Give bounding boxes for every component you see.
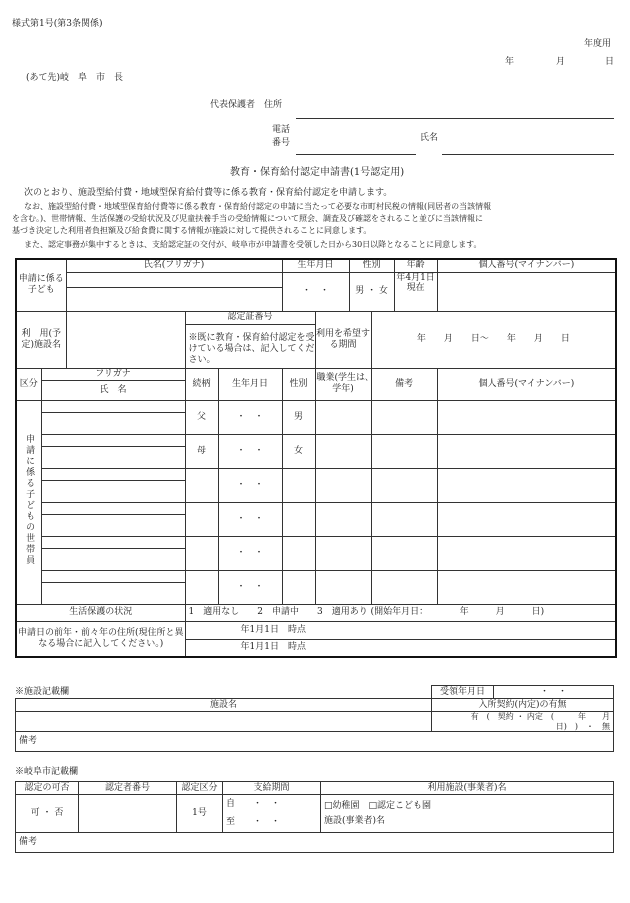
member-4-name[interactable]: [41, 514, 185, 536]
household-vertical-label: 申請に係る子どもの世帯員: [16, 400, 41, 604]
cert-no-field[interactable]: [79, 795, 177, 833]
cert-no-header-city: 認定者番号: [79, 782, 177, 795]
member-6-furigana[interactable]: [41, 570, 185, 582]
fiscal-year-label: 年度用: [584, 39, 612, 49]
facility-section-title: ※施設記載欄: [15, 687, 70, 697]
member-3-relation[interactable]: [185, 468, 218, 502]
date-day: 日: [605, 57, 615, 67]
member-3-remarks[interactable]: [371, 468, 437, 502]
child-birth-field[interactable]: ・ ・: [282, 272, 349, 311]
child-row-label: 申請に係る子ども: [16, 259, 66, 311]
member-3-mynumber[interactable]: [437, 468, 616, 502]
relation-header: 続柄: [185, 368, 218, 400]
member-1-name[interactable]: [41, 412, 185, 434]
intro-paragraph-3: また、認定事務が集中するときは、支給認定証の交付が、岐阜市が申請書を受領した日から30日以降となることに同意します。: [24, 240, 482, 249]
facility-name-field[interactable]: [66, 311, 185, 368]
cert-no-note[interactable]: ※既に教育・保育給付認定を受けている場合は、記入してください。: [185, 324, 315, 368]
city-section-title: ※岐阜市記載欄: [15, 767, 79, 777]
child-birth-header: 生年月日: [282, 259, 349, 272]
member-1-furigana[interactable]: [41, 400, 185, 412]
contract-field[interactable]: 有 ( 契約 ・ 内定 ( 年 月 日) ) ・ 無: [432, 712, 614, 732]
period-header: 支給期間: [223, 782, 321, 795]
hh-gender-header: 性別: [282, 368, 315, 400]
child-gender-field[interactable]: 男 ・ 女: [349, 272, 394, 311]
child-name-header: 氏名(フリガナ): [66, 259, 282, 272]
member-4-furigana[interactable]: [41, 502, 185, 514]
form-number: 様式第1号(第3条関係): [12, 19, 103, 29]
member-6-name[interactable]: [41, 582, 185, 604]
member-1-remarks[interactable]: [371, 400, 437, 434]
rep-address-label: 代表保護者 住所: [210, 100, 283, 110]
member-4-relation[interactable]: [185, 502, 218, 536]
hh-furigana-header: フリガナ: [41, 368, 185, 380]
phone-line[interactable]: [296, 154, 416, 155]
child-age-field[interactable]: 年4月1日現在: [394, 272, 437, 311]
hh-mynumber-header: 個人番号(マイナンバー): [437, 368, 616, 400]
member-2-birth[interactable]: ・ ・: [218, 434, 282, 468]
document-title: 教育・保育給付認定申請書(1号認定用): [230, 167, 405, 178]
member-4-mynumber[interactable]: [437, 502, 616, 536]
member-5-furigana[interactable]: [41, 536, 185, 548]
member-3-name[interactable]: [41, 480, 185, 502]
intro-paragraph-2b: を含む。)、世帯情報、生活保護の受給状況及び児童扶養手当の受給情報について照会、調査及び確認をされること並びに当該情報に: [12, 214, 483, 223]
main-form-table: [15, 258, 617, 658]
member-4-gender[interactable]: [282, 502, 315, 536]
cert-class-field: 1号: [177, 795, 223, 833]
member-5-relation[interactable]: [185, 536, 218, 570]
child-furigana-field[interactable]: [66, 272, 282, 287]
member-6-job[interactable]: [315, 570, 371, 604]
cert-no-header: 認定証番号: [185, 311, 315, 324]
member-6-relation[interactable]: [185, 570, 218, 604]
facility-section-table: [15, 685, 626, 752]
prev-address-label: 申請日の前年・前々年の住所(現住所と異なる場合に記入してください。): [16, 621, 185, 657]
member-1-relation: 父: [185, 400, 218, 434]
date-year: 年: [505, 57, 515, 67]
phone-label: 電話: [272, 125, 291, 135]
member-1-gender: 男: [282, 400, 315, 434]
member-1-birth[interactable]: ・ ・: [218, 400, 282, 434]
usage-options[interactable]: □幼稚園 □認定こども園: [324, 801, 432, 812]
intro-paragraph-2a: なお、施設型給付費・地域型保育給付費等に係る教育・保育給付認定の申請に当たって必要な市町村民税の情報(同居者の当該情報: [24, 202, 492, 211]
hh-birth-header: 生年月日: [218, 368, 282, 400]
member-2-furigana[interactable]: [41, 434, 185, 446]
member-5-birth[interactable]: ・ ・: [218, 536, 282, 570]
member-3-birth[interactable]: ・ ・: [218, 468, 282, 502]
member-6-gender[interactable]: [282, 570, 315, 604]
member-5-mynumber[interactable]: [437, 536, 616, 570]
intro-paragraph-2c: 基づき決定した利用者負担額及び給食費に関する情報が施設に対して提供されることに同意します。: [12, 226, 372, 235]
member-3-job[interactable]: [315, 468, 371, 502]
member-4-birth[interactable]: ・ ・: [218, 502, 282, 536]
prev-address-line-1[interactable]: 年1月1日 時点: [185, 621, 616, 639]
member-2-gender: 女: [282, 434, 315, 468]
city-section-table: [15, 781, 614, 853]
period-field-city[interactable]: [223, 795, 321, 833]
received-field[interactable]: ・ ・: [494, 686, 614, 699]
child-mynumber-header: 個人番号(マイナンバー): [437, 259, 616, 272]
cert-class-header: 認定区分: [177, 782, 223, 795]
member-2-job[interactable]: [315, 434, 371, 468]
facility-remarks[interactable]: 備考: [16, 732, 614, 752]
city-remarks[interactable]: 備考: [16, 833, 614, 853]
member-5-gender[interactable]: [282, 536, 315, 570]
child-mynumber-field[interactable]: [437, 272, 616, 311]
member-4-remarks[interactable]: [371, 502, 437, 536]
address-line[interactable]: [296, 118, 614, 119]
member-5-remarks[interactable]: [371, 536, 437, 570]
member-3-furigana[interactable]: [41, 468, 185, 480]
member-6-birth[interactable]: ・ ・: [218, 570, 282, 604]
received-label: 受領年月日: [432, 686, 494, 699]
member-1-job[interactable]: [315, 400, 371, 434]
kubun-header: 区分: [16, 368, 41, 400]
member-2-name[interactable]: [41, 446, 185, 468]
member-4-job[interactable]: [315, 502, 371, 536]
period-from[interactable]: 自 ・ ・: [226, 799, 281, 810]
facility-label: 利 用(予定)施設名: [16, 311, 66, 368]
member-6-remarks[interactable]: [371, 570, 437, 604]
approval-field[interactable]: 可 ・ 否: [16, 795, 79, 833]
facility-name-header: 施設名: [16, 699, 432, 712]
addressee: (あて先)岐 阜 市 長: [26, 73, 124, 83]
member-2-relation: 母: [185, 434, 218, 468]
hh-name-header: 氏 名: [41, 380, 185, 400]
welfare-label: 生活保護の状況: [16, 604, 185, 621]
welfare-options[interactable]: 1 適用なし 2 申請中 3 適用あり (開始年月日： 年 月 日): [185, 604, 616, 621]
member-1-mynumber[interactable]: [437, 400, 616, 434]
intro-paragraph-1: 次のとおり、施設型給付費・地域型保育給付費等に係る教育・保育給付認定を申請します。: [24, 188, 393, 198]
facility-name-input[interactable]: [16, 712, 432, 732]
job-header: 職業(学生は､学年): [315, 368, 371, 400]
member-2-mynumber[interactable]: [437, 434, 616, 468]
usage-name[interactable]: 施設(事業者)名: [324, 815, 386, 826]
member-5-name[interactable]: [41, 548, 185, 570]
member-6-mynumber[interactable]: [437, 570, 616, 604]
name-line[interactable]: [442, 154, 614, 155]
period-label: 利用を希望する期間: [315, 311, 371, 368]
member-5-job[interactable]: [315, 536, 371, 570]
usage-header: 利用施設(事業者)名: [321, 782, 614, 795]
usage-field[interactable]: [321, 795, 614, 833]
contract-header: 入所契約(内定)の有無: [432, 699, 614, 712]
period-field[interactable]: 年 月 日～ 年 月 日: [371, 311, 616, 368]
child-name-field[interactable]: [66, 287, 282, 311]
name-label: 氏名: [420, 133, 439, 143]
member-2-remarks[interactable]: [371, 434, 437, 468]
period-to[interactable]: 至 ・ ・: [226, 816, 281, 827]
remarks-header: 備考: [371, 368, 437, 400]
approval-header: 認定の可否: [16, 782, 79, 795]
phone-label-2: 番号: [272, 138, 291, 148]
child-age-header: 年齢: [394, 259, 437, 272]
date-month: 月: [556, 57, 566, 67]
member-3-gender[interactable]: [282, 468, 315, 502]
prev-address-line-2[interactable]: 年1月1日 時点: [185, 639, 616, 657]
child-gender-header: 性別: [349, 259, 394, 272]
